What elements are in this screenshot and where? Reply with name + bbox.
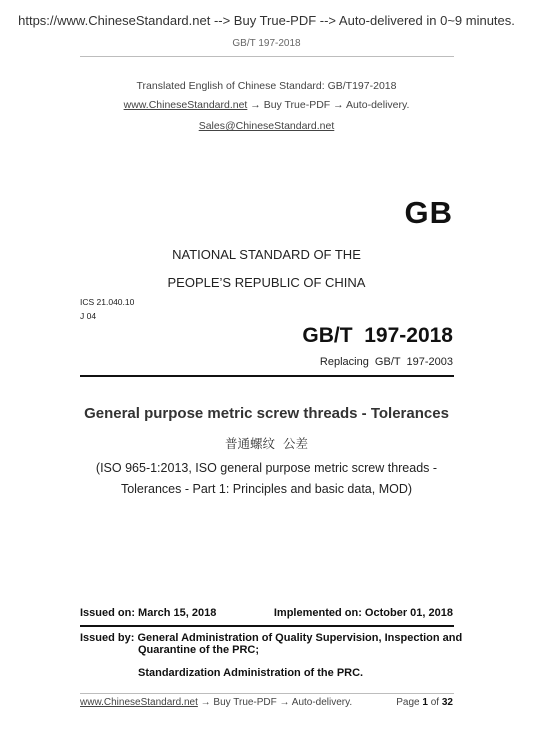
email-link[interactable]: Sales@ChineseStandard.net (198, 120, 335, 132)
page-label: Page (396, 697, 420, 708)
iso-reference-line-2: Tolerances - Part 1: Principles and basic data, MOD) (120, 482, 413, 496)
footer-delivery-line (80, 697, 352, 708)
intro-delivery-line (0, 99, 533, 111)
dates-divider (80, 625, 454, 627)
top-banner: https://www.ChineseStandard.net --> Buy True-PDF --> Auto-delivered in 0~9 minutes. (18, 13, 515, 28)
national-line-1: NATIONAL STANDARD OF THE (172, 247, 361, 262)
intro-email-line (0, 120, 533, 132)
document-title: General purpose metric screw threads - Tolerances (84, 405, 449, 422)
title-divider (80, 375, 454, 377)
header-doc-code: GB/T 197-2018 (232, 38, 301, 49)
page-current: 1 (422, 697, 428, 708)
chinese-title: 普通螺纹 公差 (225, 436, 308, 451)
issued-date: Issued on: March 15, 2018 (80, 607, 217, 619)
intro-site-link[interactable]: www.ChineseStandard.net (123, 99, 248, 111)
ics-code: ICS 21.040.10 (80, 297, 135, 307)
footer-site-tail: → Buy True-PDF → Auto-delivery. (197, 697, 353, 708)
iso-reference-line-1: (ISO 965-1:2013, ISO general purpose metric screw threads - (95, 461, 438, 475)
header-divider (80, 56, 454, 57)
standard-code: GB/T 197-2018 (302, 324, 453, 347)
page-of: of (430, 697, 440, 708)
gb-logo: GB (404, 195, 453, 230)
issuer-block (80, 632, 462, 679)
page-total: 32 (441, 697, 453, 708)
issuer-line-1: Issued by: General Administration of Quality Supervision, Inspection and (80, 632, 463, 644)
implemented-date: Implemented on: October 01, 2018 (273, 607, 453, 619)
footer-site-link[interactable]: www.ChineseStandard.net (80, 697, 198, 708)
issuer-line-3: Standardization Administration of the PRC. (138, 667, 364, 679)
translated-note: Translated English of Chinese Standard: GB/T197-2018 (136, 80, 397, 92)
ccs-code: J 04 (80, 311, 97, 321)
national-line-2: PEOPLE’S REPUBLIC OF CHINA (167, 275, 366, 290)
replacing-note: Replacing GB/T 197-2003 (319, 356, 453, 368)
footer-divider (80, 693, 454, 694)
page-number (396, 697, 453, 708)
intro-site-tail: → Buy True-PDF → Auto-delivery. (247, 99, 410, 111)
issuer-line-2: Quarantine of the PRC; (138, 644, 260, 656)
